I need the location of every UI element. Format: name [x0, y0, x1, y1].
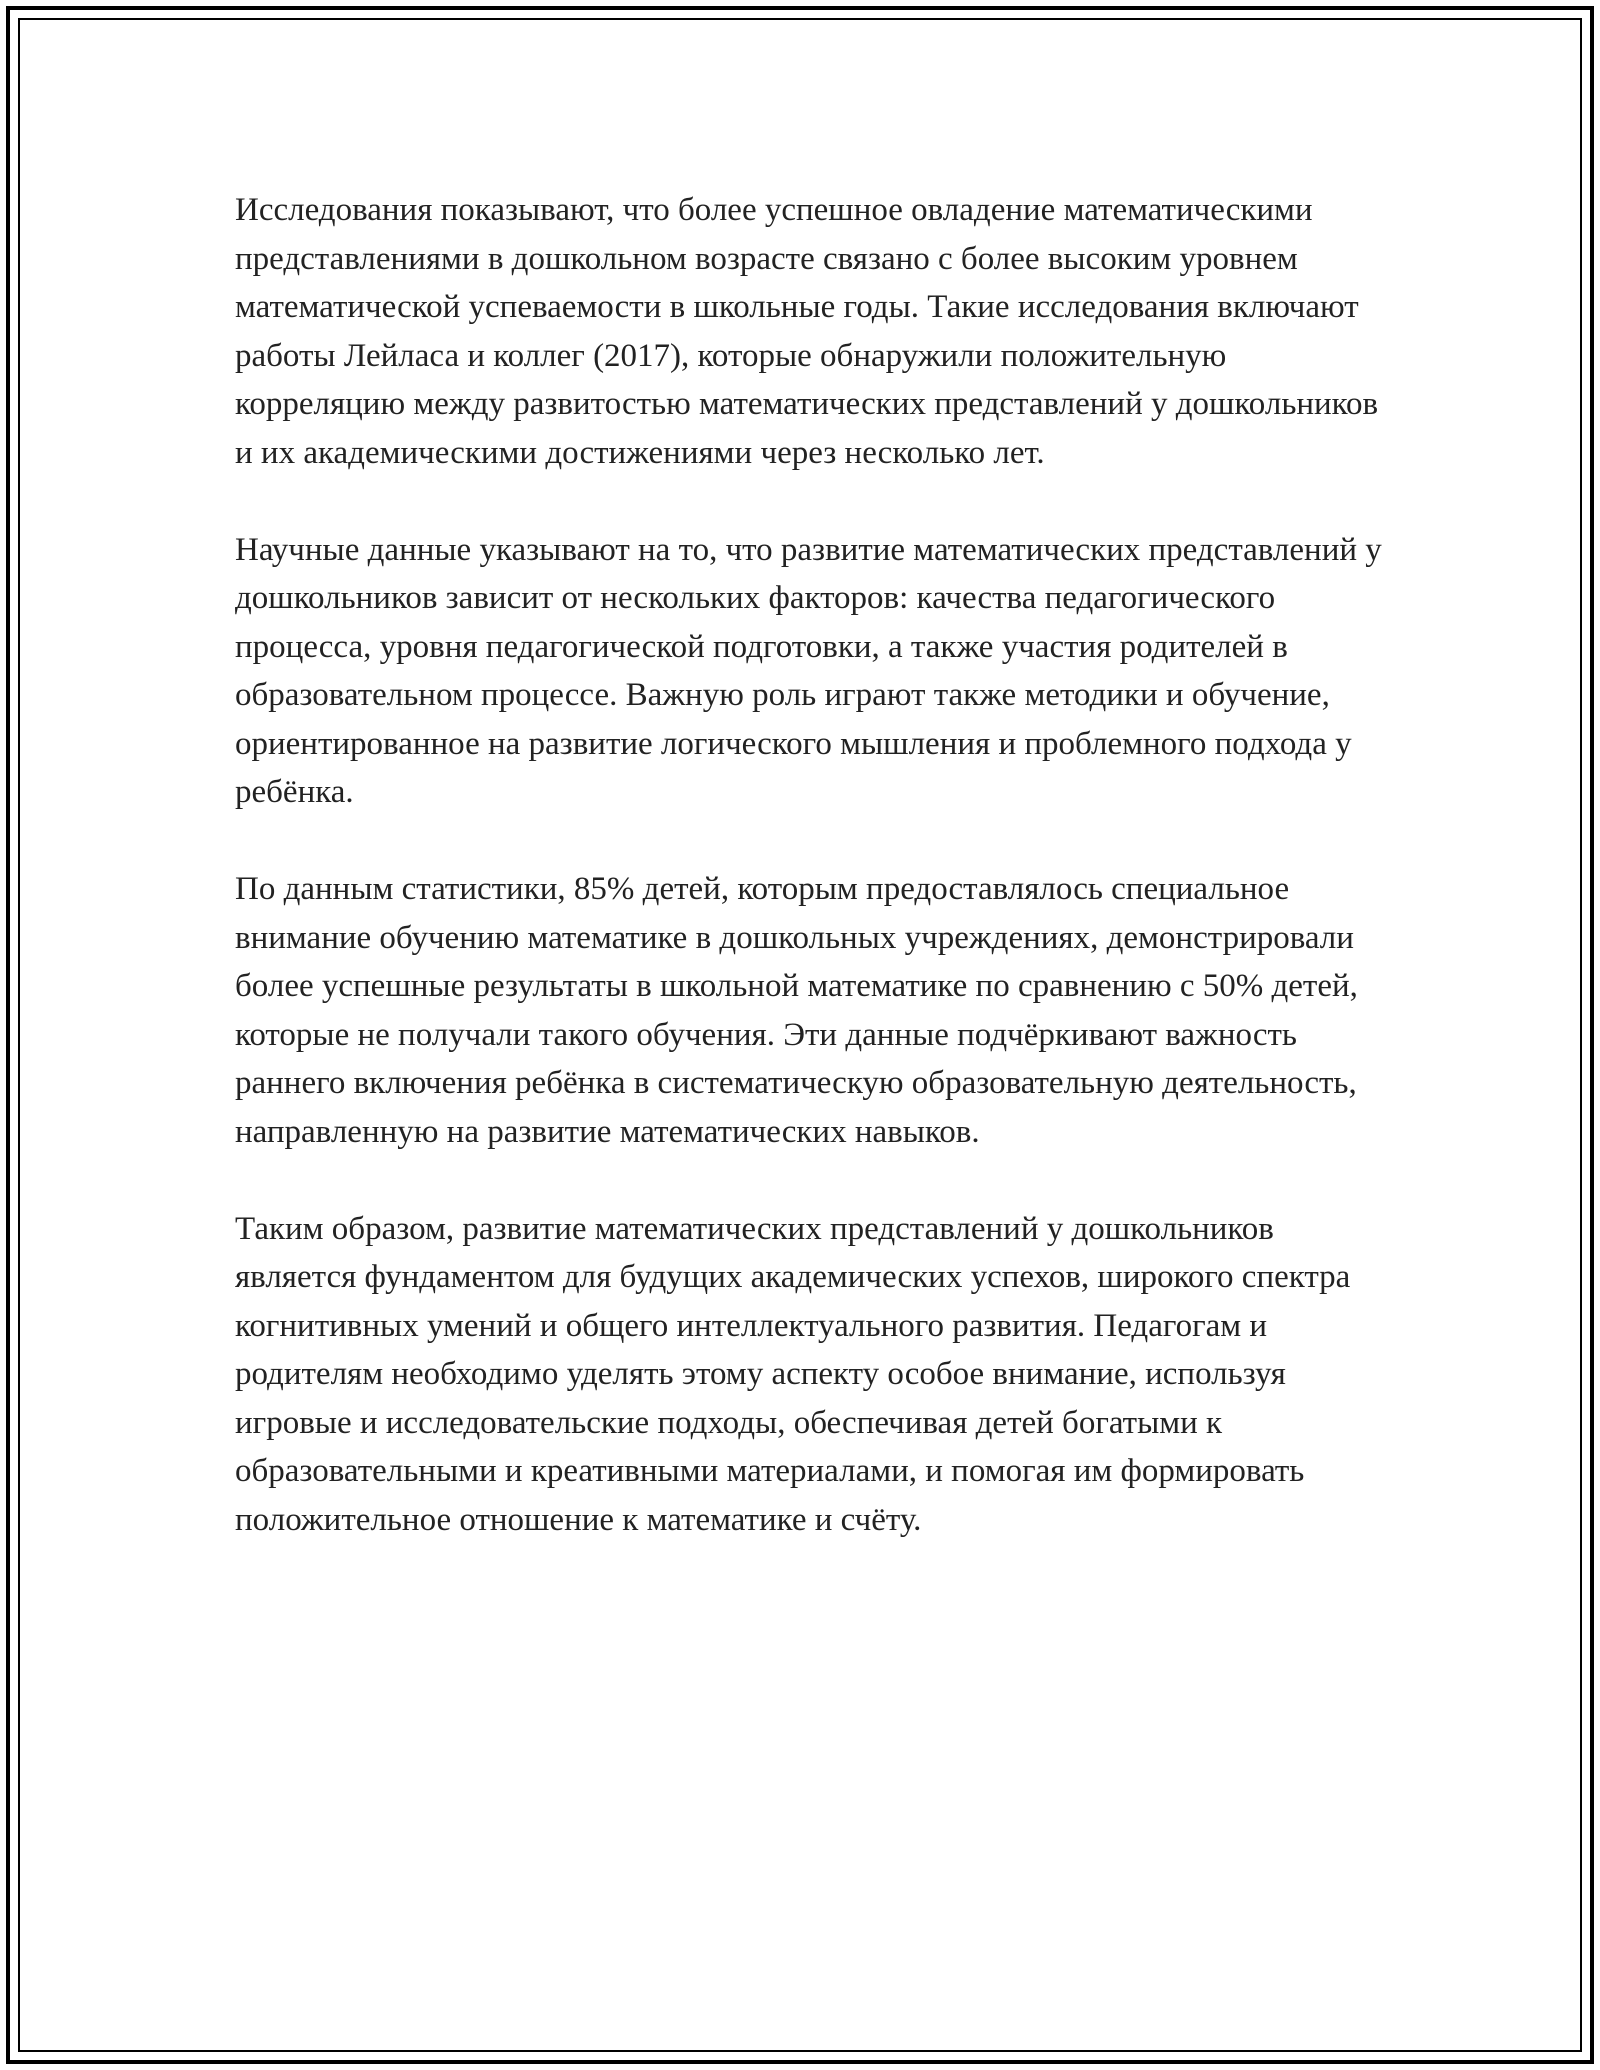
- document-body: [235, 186, 1385, 1593]
- paragraph-2: Научные данные указывают на то, что развитие математических представлений у дошкольников зависит от нескольких факторов: качества педагогического процесса, уровня педагогической подготовки, а также участия родителей в образовательном процессе. Важную роль играют также методики и обучение, ориентированное на развитие логического мышления и проблемного подхода у ребёнка.: [235, 531, 1382, 810]
- paragraph-4: Таким образом, развитие математических представлений у дошкольников является фундаментом для будущих академических успехов, широкого спектра когнитивных умений и общего интеллектуального развития. Педагогам и родителям необходимо уделять этому аспекту особое внимание, используя игровые и исследовательские подходы, обеспечивая детей богатыми к образовательными и креативными материалами, и помогая им формировать положительное отношение к математике и счёту.: [235, 1210, 1351, 1538]
- paragraph-1: Исследования показывают, что более успешное овладение математическими представлениями в дошкольном возрасте связано с более высоким уровнем математической успеваемости в школьные годы. Такие исследования включают работы Лейласа и коллег (2017), которые обнаружили положительную корреляцию между развитостью математических представлений у дошкольников и их академическими достижениями через несколько лет.: [235, 192, 1379, 471]
- paragraph-3: По данным статистики, 85% детей, которым предоставлялось специальное внимание обучению математике в дошкольных учреждениях, демонстрировали более успешные результаты в школьной математике по сравнению с 50% детей, которые не получали такого обучения. Эти данные подчёркивают важность раннего включения ребёнка в систематическую образовательную деятельность, направленную на развитие математических навыков.: [235, 871, 1358, 1150]
